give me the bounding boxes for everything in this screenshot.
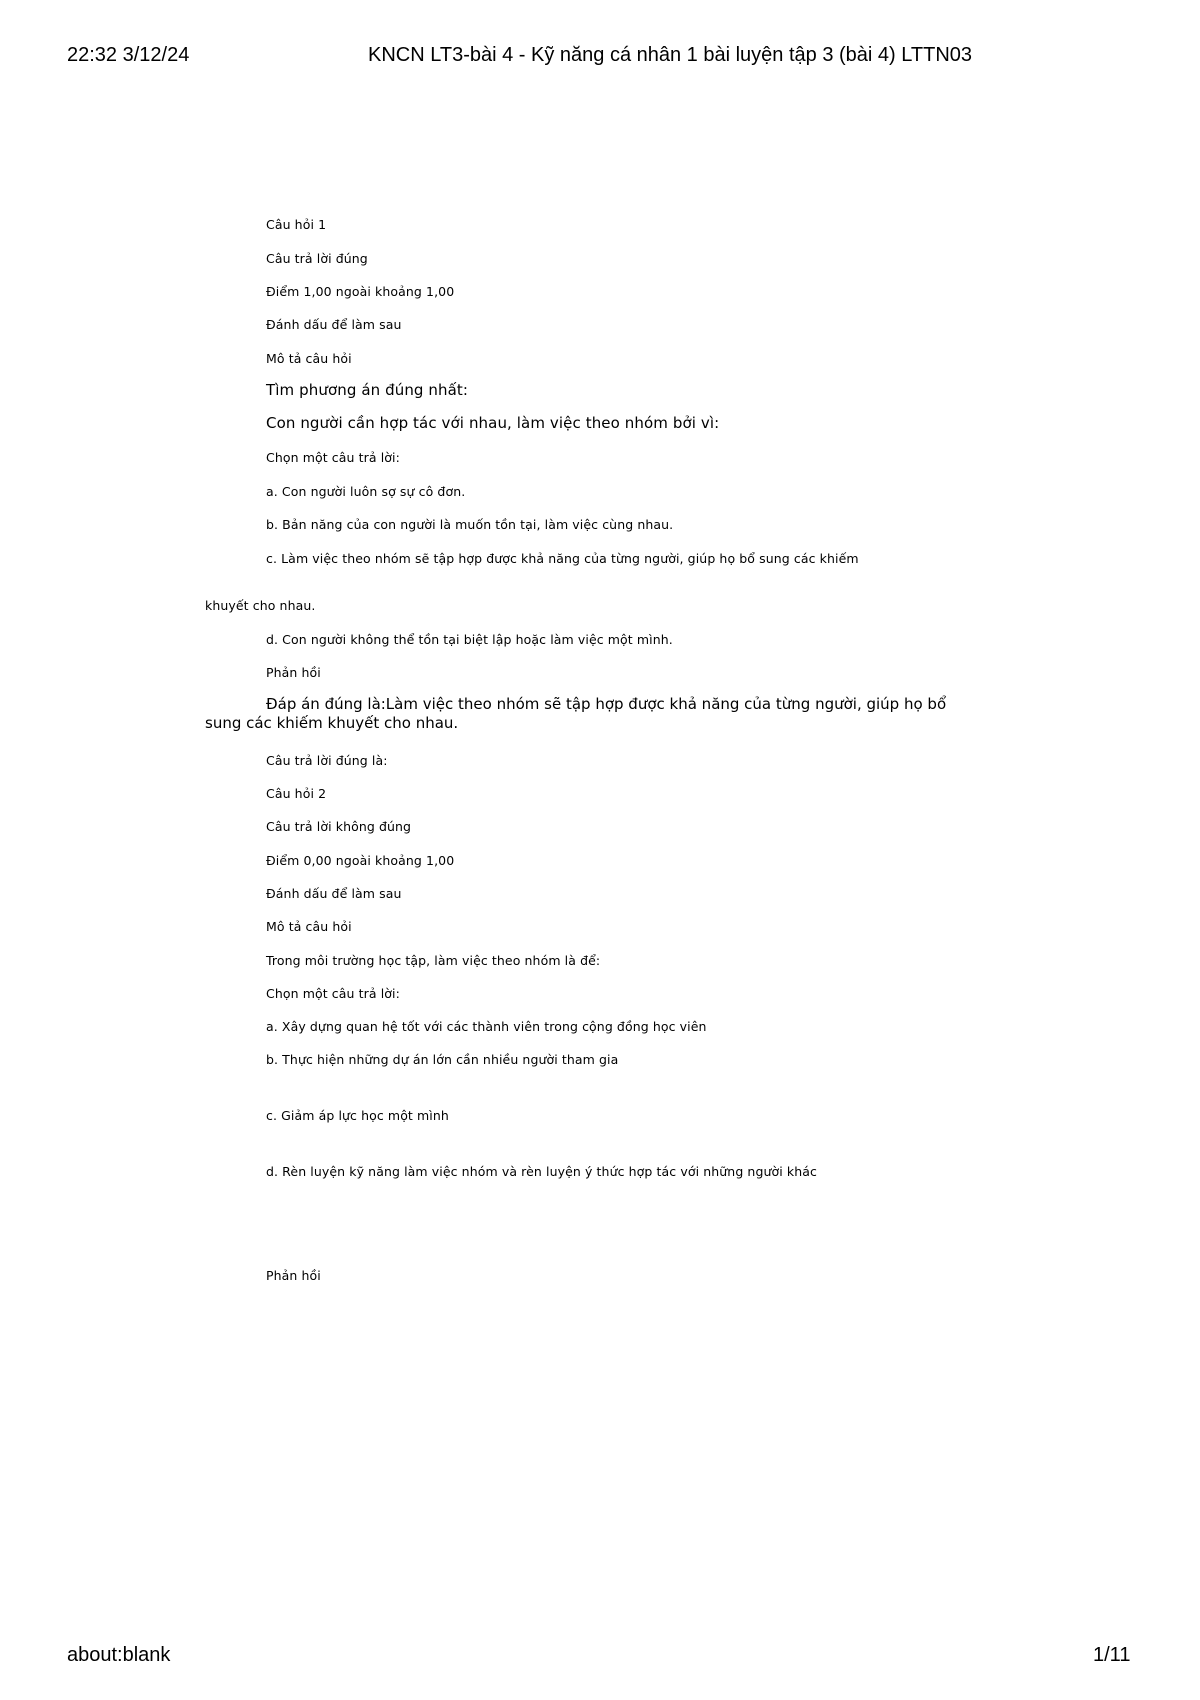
- question-1-instruction: Tìm phương án đúng nhất:: [266, 381, 469, 399]
- question-1-answer-prompt: Chọn một câu trả lời:: [266, 450, 400, 465]
- question-2-text: Trong môi trường học tập, làm việc theo nhóm là để:: [266, 953, 601, 968]
- question-1-points: Điểm 1,00 ngoài khoảng 1,00: [266, 284, 455, 299]
- print-footer-page-number: 1/11: [1093, 1644, 1131, 1666]
- question-2-points: Điểm 0,00 ngoài khoảng 1,00: [266, 853, 455, 868]
- question-2-option-a[interactable]: a. Xây dựng quan hệ tốt với các thành viên trong cộng đồng học viên: [266, 1019, 707, 1034]
- question-1-option-d[interactable]: d. Con người không thể tồn tại biệt lập hoặc làm việc một mình.: [266, 632, 673, 647]
- question-1-text: Con người cần hợp tác với nhau, làm việc theo nhóm bởi vì:: [266, 414, 720, 432]
- question-2-flag-link[interactable]: Đánh dấu để làm sau: [266, 886, 402, 901]
- question-1-option-c-continuation: khuyết cho nhau.: [205, 598, 316, 613]
- question-1-flag-link[interactable]: Đánh dấu để làm sau: [266, 317, 402, 332]
- question-1-option-c[interactable]: c. Làm việc theo nhóm sẽ tập hợp được khả năng của từng người, giúp họ bổ sung các khiếm: [266, 551, 859, 566]
- question-2-feedback-label: Phản hồi: [266, 1268, 321, 1283]
- question-1-option-b[interactable]: b. Bản năng của con người là muốn tồn tại, làm việc cùng nhau.: [266, 517, 674, 532]
- question-1-label: Câu hỏi 1: [266, 217, 327, 232]
- print-header-datetime: 22:32 3/12/24: [67, 44, 190, 66]
- print-header-title: KNCN LT3-bài 4 - Kỹ năng cá nhân 1 bài luyện tập 3 (bài 4) LTTN03: [368, 44, 973, 66]
- question-2-option-b[interactable]: b. Thực hiện những dự án lớn cần nhiều người tham gia: [266, 1052, 619, 1067]
- question-2-option-d[interactable]: d. Rèn luyện kỹ năng làm việc nhóm và rèn luyện ý thức hợp tác với những người khác: [266, 1164, 817, 1179]
- question-2-description-label: Mô tả câu hỏi: [266, 919, 352, 934]
- question-1-description-label: Mô tả câu hỏi: [266, 351, 352, 366]
- question-1-feedback-text: Đáp án đúng là:Làm việc theo nhóm sẽ tập hợp được khả năng của từng người, giúp họ bổ sung các khiếm khuyết cho nhau.: [205, 695, 947, 732]
- question-1-option-a[interactable]: a. Con người luôn sợ sự cô đơn.: [266, 484, 466, 499]
- print-footer-url: about:blank: [67, 1644, 171, 1666]
- question-2-answer-prompt: Chọn một câu trả lời:: [266, 986, 400, 1001]
- question-2-status: Câu trả lời không đúng: [266, 819, 412, 834]
- question-2-label: Câu hỏi 2: [266, 786, 327, 801]
- question-1-correct-answer-label: Câu trả lời đúng là:: [266, 753, 388, 768]
- question-2-option-c[interactable]: c. Giảm áp lực học một mình: [266, 1108, 449, 1123]
- question-1-status: Câu trả lời đúng: [266, 251, 368, 266]
- question-1-feedback-label: Phản hồi: [266, 665, 321, 680]
